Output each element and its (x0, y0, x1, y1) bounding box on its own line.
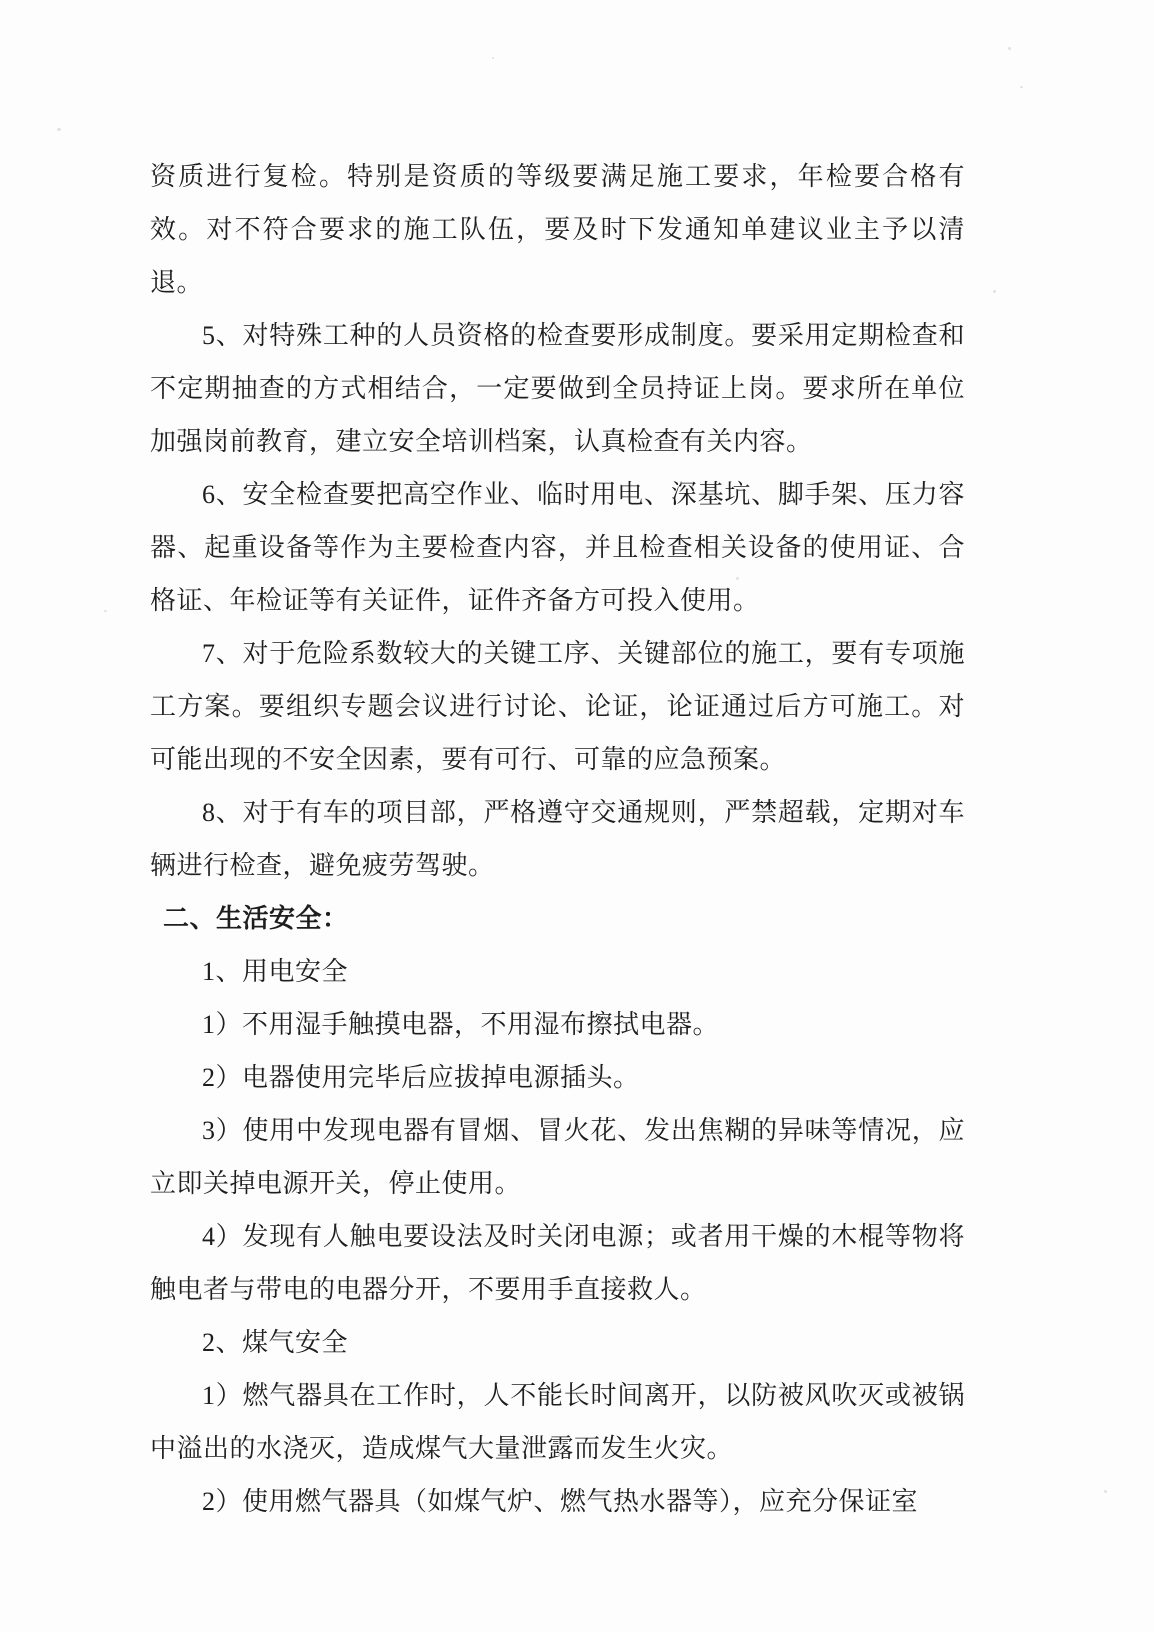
paragraph-item-5: 5、对特殊工种的人员资格的检查要形成制度。要采用定期检查和不定期抽查的方式相结合，一定要做到全员持证上岗。要求所在单位加强岗前教育，建立安全培训档案，认真检查有关内容。 (150, 321, 965, 456)
scan-speckle (57, 128, 61, 131)
paragraph-gas-2: 2）使用燃气器具（如煤气炉、燃气热水器等），应充分保证室 (202, 1487, 919, 1516)
scan-speckle (993, 290, 996, 293)
scan-speckle (1104, 1490, 1107, 1493)
paragraph-item-6: 6、安全检查要把高空作业、临时用电、深基坑、脚手架、压力容器、起重设备等作为主要检查内容，并且检查相关设备的使用证、合格证、年检证等有关证件，证件齐备方可投入使用。 (150, 480, 965, 615)
section-heading-life-safety: 二、生活安全： (163, 904, 349, 933)
paragraph-electric-4: 4）发现有人触电要设法及时关闭电源；或者用干燥的木棍等物将触电者与带电的电器分开，不要用手直接救人。 (150, 1222, 965, 1304)
scan-speckle (492, 57, 494, 59)
scan-speckle (736, 577, 739, 580)
paragraph-electric-3: 3）使用中发现电器有冒烟、冒火花、发出焦糊的异味等情况，应立即关掉电源开关，停止使用。 (150, 1116, 965, 1198)
scan-speckle (104, 610, 107, 612)
scan-speckle (1008, 47, 1011, 50)
paragraph-gas-1: 1）燃气器具在工作时，人不能长时间离开，以防被风吹灭或被锅中溢出的水浇灭，造成煤气大量泄露而发生火灾。 (150, 1381, 965, 1463)
scan-speckle (1020, 86, 1023, 88)
subsection-gas-safety: 2、煤气安全 (202, 1328, 349, 1357)
document-body (150, 150, 965, 1528)
subsection-electric-safety: 1、用电安全 (202, 957, 349, 986)
paragraph-electric-2: 2）电器使用完毕后应拔掉电源插头。 (202, 1063, 640, 1092)
paragraph-item-8: 8、对于有车的项目部，严格遵守交通规则，严禁超载，定期对车辆进行检查，避免疲劳驾驶。 (150, 798, 965, 880)
paragraph-item-7: 7、对于危险系数较大的关键工序、关键部位的施工，要有专项施工方案。要组织专题会议进行讨论、论证，论证通过后方可施工。对可能出现的不安全因素，要有可行、可靠的应急预案。 (150, 639, 965, 774)
paragraph: 资质进行复检。特别是资质的等级要满足施工要求，年检要合格有效。对不符合要求的施工队伍，要及时下发通知单建议业主予以清退。 (150, 162, 965, 297)
paragraph-electric-1: 1）不用湿手触摸电器，不用湿布擦拭电器。 (202, 1010, 720, 1039)
